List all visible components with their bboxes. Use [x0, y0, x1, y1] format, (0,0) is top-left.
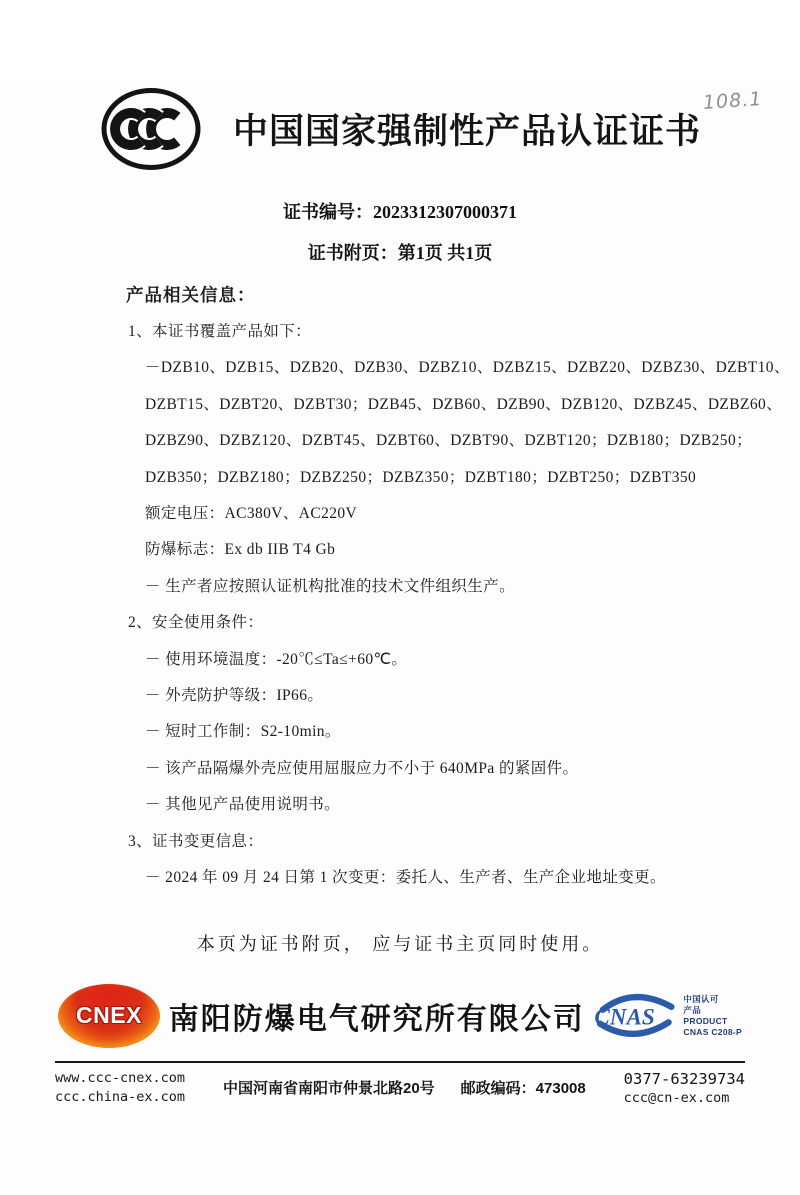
ccc-mark-icon — [99, 86, 203, 172]
contact-address-block — [223, 1077, 586, 1098]
certificate-number-label: 证书编号： — [283, 202, 373, 222]
product-info-body — [128, 314, 790, 897]
body-line: 防爆标志：Ex db IIB T4 Gb — [145, 541, 336, 559]
certificate-title: 中国国家强制性产品认证证书 — [232, 112, 701, 151]
contact-phone-block — [624, 1070, 745, 1106]
body-line: DZBZ90、DZBZ120、DZBT45、DZBT60、DZBT90、DZBT120；DZB180；DZB250； — [145, 432, 753, 450]
svg-text:CNAS: CNAS — [594, 1002, 656, 1029]
body-line: － 外壳防护等级：IP66。 — [145, 687, 324, 705]
body-line: － 生产者应按照认证机构批准的技术文件组织生产。 — [145, 577, 515, 595]
certificate-pages-label: 证书附页： — [307, 243, 398, 263]
body-line: － 使用环境温度：-20℃≤Ta≤+60℃。 — [145, 650, 408, 668]
website-url: ccc.china-ex.com — [55, 1089, 186, 1105]
certificate-page — [0, 86, 800, 1195]
contact-postcode: 邮政编码：473008 — [460, 1080, 586, 1097]
contact-address: 中国河南省南阳市仲景北路20号 — [222, 1080, 435, 1097]
contact-websites — [55, 1070, 185, 1105]
certificate-number-line — [0, 198, 800, 224]
body-line: DZBT15、DZBT20、DZBT30；DZB45、DZB60、DZB90、DZB120、DZBZ45、DZBZ60、 — [145, 395, 783, 413]
issuer-row — [0, 984, 800, 1048]
body-line: － 该产品隔爆外壳应使用屈服应力不小于 640MPa 的紧固件。 — [145, 759, 579, 777]
cnex-logo-icon — [58, 984, 160, 1048]
cnas-caption — [683, 994, 742, 1038]
contact-phone: 0377-63239734 — [623, 1069, 745, 1088]
body-line: －DZB10、DZB15、DZB20、DZB30、DZBZ10、DZBZ15、DZBZ20、DZBZ30、DZBT10、 — [145, 359, 790, 377]
contact-row — [55, 1070, 745, 1106]
certificate-pages-value: 第1页 共1页 — [397, 243, 493, 263]
footer-divider — [55, 1061, 745, 1063]
certificate-header — [0, 86, 800, 172]
body-line: 3、证书变更信息： — [128, 832, 264, 850]
cnas-caption-line: 产品 — [683, 1004, 702, 1015]
body-line: 额定电压：AC380V、AC220V — [145, 505, 358, 523]
body-line: － 短时工作制：S2-10min。 — [145, 723, 341, 741]
product-info-heading: 产品相关信息： — [126, 285, 256, 305]
certificate-number-value: 2023312307000371 — [373, 202, 517, 222]
cnas-caption-line: CNAS C208-P — [683, 1026, 742, 1037]
issuer-company-name: 南阳防爆电气研究所有限公司 — [168, 1002, 585, 1036]
cnas-caption-line: 中国认可 — [683, 993, 719, 1004]
body-line: － 2024 年 09 月 24 日第 1 次变更：委托人、生产者、生产企业地址变更。 — [145, 869, 666, 887]
attachment-usage-notice: 本页为证书附页， 应与证书主页同时使用。 — [196, 933, 604, 954]
body-line: 2、安全使用条件： — [128, 614, 264, 632]
cnas-caption-line: PRODUCT — [683, 1015, 728, 1026]
body-line: DZB350；DZBZ180；DZBZ250；DZBZ350；DZBT180；DZBT250；DZBT350 — [145, 468, 697, 486]
cnas-logo-icon — [593, 988, 677, 1044]
handwritten-page-note: 108.1 — [701, 87, 763, 115]
contact-email: ccc@cn-ex.com — [623, 1089, 730, 1106]
cnex-logo-text: CNEX — [76, 1002, 142, 1028]
cnas-accreditation-block — [593, 988, 742, 1044]
website-url: www.ccc-cnex.com — [55, 1070, 186, 1086]
body-line: 1、本证书覆盖产品如下： — [128, 323, 312, 340]
body-line: － 其他见产品使用说明书。 — [145, 796, 341, 814]
certificate-pages-line — [0, 239, 800, 265]
